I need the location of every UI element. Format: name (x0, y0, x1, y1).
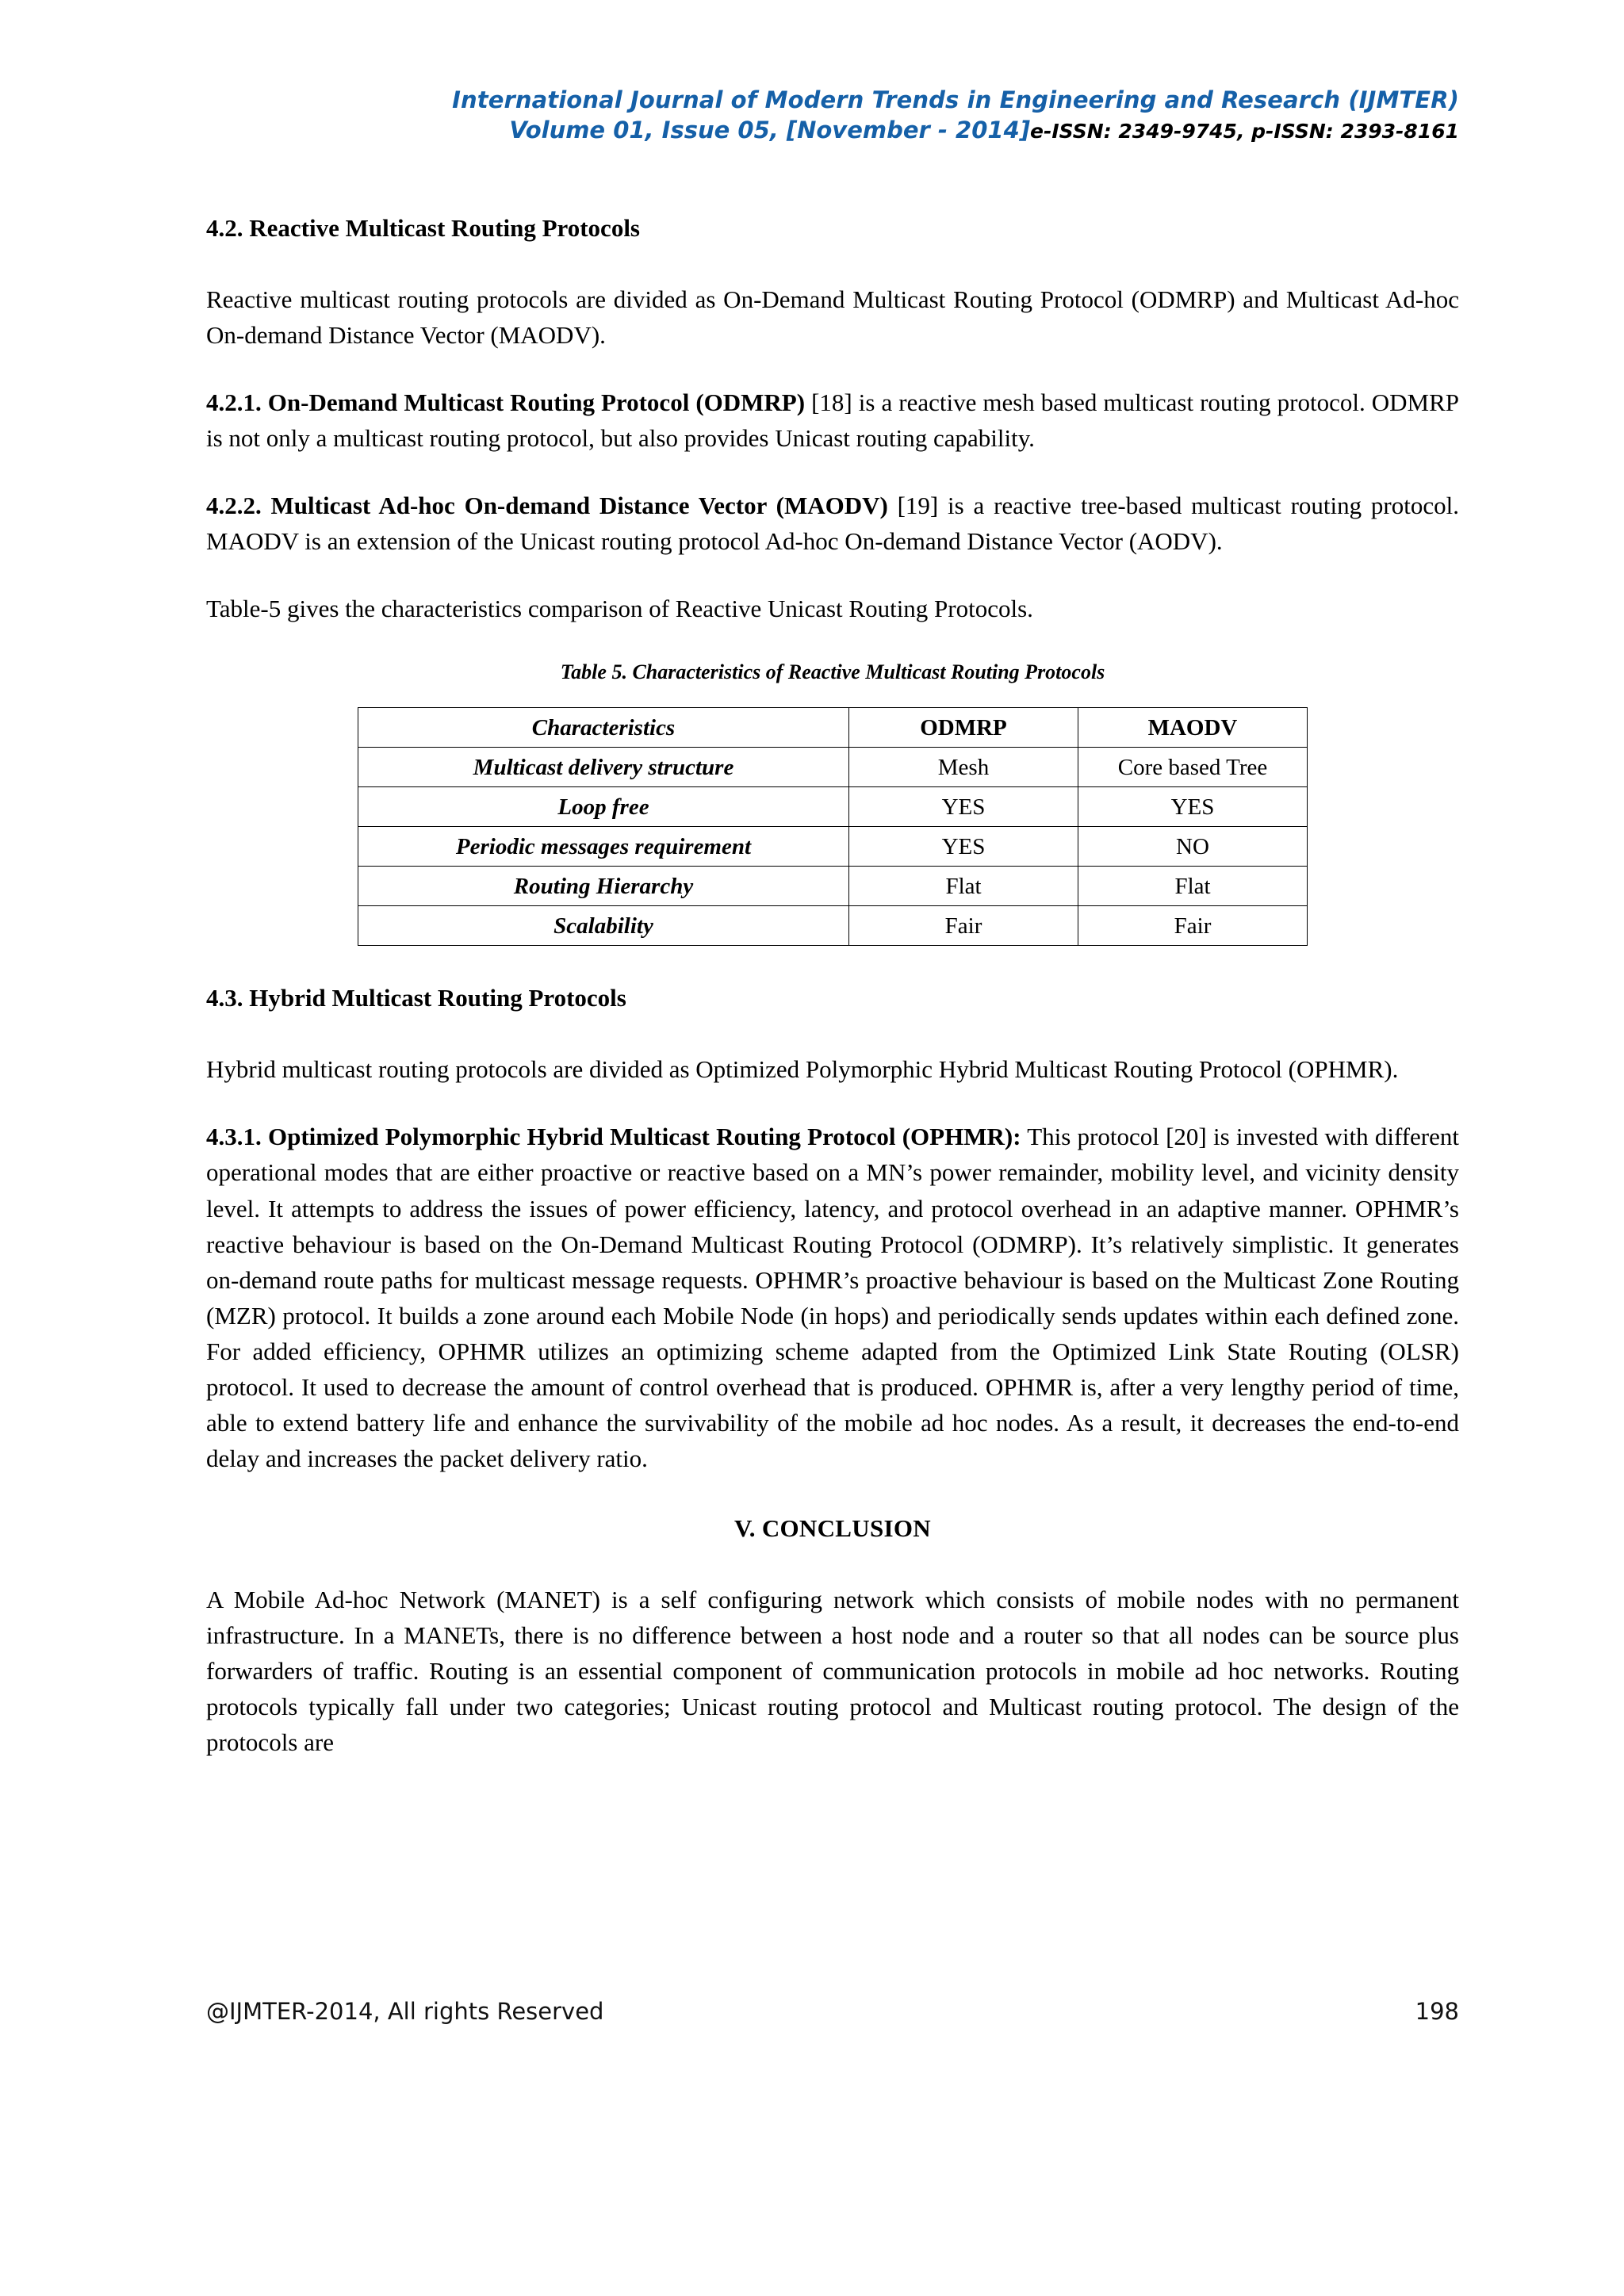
header-journal-line (206, 86, 1459, 116)
table-cell-odmrp: YES (849, 787, 1078, 827)
table-cell-maodv: NO (1078, 827, 1308, 867)
table-cell-odmrp: Fair (849, 906, 1078, 946)
table-cell-odmrp: Mesh (849, 748, 1078, 787)
table-header-characteristics: Characteristics (358, 708, 849, 748)
spacer (206, 1087, 1459, 1119)
footer-page-number: 198 (1415, 1998, 1459, 2025)
table-row (358, 906, 1308, 946)
spacer (206, 946, 1459, 982)
spacer (206, 627, 1459, 659)
spacer (206, 1545, 1459, 1582)
table-header-odmrp: ODMRP (849, 708, 1078, 748)
footer-copyright: @IJMTER-2014, All rights Reserved (206, 1998, 604, 2025)
spacer (206, 456, 1459, 488)
table-cell-characteristic: Multicast delivery structure (358, 748, 849, 787)
table-cell-maodv: YES (1078, 787, 1308, 827)
header-volume-issue: Volume 01, Issue 05, [November - 2014] (509, 116, 1031, 144)
lead-in-4-2-1: 4.2.1. On-Demand Multicast Routing Protocol (ODMRP) (206, 388, 806, 417)
table-body (358, 708, 1308, 946)
body-4-2-2: [19] is a reactive tree-based multicast routing protocol. MAODV is an extension of the Unicast routing protocol Ad-hoc On-demand Distance Vector (AODV). (206, 492, 1459, 556)
table-cell-odmrp: YES (849, 827, 1078, 867)
heading-4-2: 4.2. Reactive Multicast Routing Protocols (206, 214, 640, 242)
lead-in-4-2-2: 4.2.2. Multicast Ad-hoc On-demand Distance Vector (MAODV) (206, 492, 888, 520)
table-cell-odmrp: Flat (849, 867, 1078, 906)
paragraph-conclusion: A Mobile Ad-hoc Network (MANET) is a self configuring network which consists of mobile nodes with no permanent infrastructure. In a MANETs, there is no difference between a host node and a router so that all nodes can be source plus forwarders of traffic. Routing is an essential component of communication protocols in mobile ad hoc networks. Routing protocols typically fall under two categories; Unicast routing protocol and Multicast routing protocol. The design of the protocols are (206, 1585, 1459, 1756)
spacer (206, 353, 1459, 385)
document-body (206, 212, 1459, 1760)
table-row (358, 787, 1308, 827)
paragraph-4-2-2 (206, 488, 1459, 559)
spacer (206, 685, 1459, 707)
body-4-3-1: This protocol [20] is invested with different operational modes that are either proactive or reactive based on a MN’s power remainder, mobility level, and vicinity density level. It attempts to address the issues of power efficiency, latency, and protocol overhead in an adaptive manner. OPHMR’s reactive behaviour is based on the On-Demand Multicast Routing Protocol (ODMRP). It’s relatively simplistic. It generates on-demand route paths for multicast message requests. OPHMR’s proactive behaviour is based on the Multicast Zone Routing (MZR) protocol. It builds a zone around each Mobile Node (in hops) and periodically sends updates within each defined zone. For added efficiency, OPHMR utilizes an optimizing scheme adapted from the Optimized Link State Routing (OLSR) protocol. It used to decrease the amount of control overhead that is produced. OPHMR is, after a very lengthy period of time, able to extend battery life and enhance the survivability of the mobile ad hoc nodes. As a result, it decreases the end-to-end delay and increases the packet delivery ratio. (206, 1123, 1459, 1473)
table-header-row (358, 708, 1308, 748)
characteristics-table (358, 707, 1308, 946)
table-cell-maodv: Flat (1078, 867, 1308, 906)
running-footer (206, 1998, 1459, 2025)
paragraph-4-2: Reactive multicast routing protocols are divided as On-Demand Multicast Routing Protocol (ODMRP) and Multicast Ad-hoc On-demand Distance Vector (MAODV). (206, 285, 1459, 349)
body-4-2-1: [18] is a reactive mesh based multicast routing protocol. ODMRP is not only a multicast routing protocol, but also provides Unicast routing capability. (206, 388, 1459, 453)
table-cell-characteristic: Routing Hierarchy (358, 867, 849, 906)
spacer (206, 1015, 1459, 1051)
paragraph-4-2-1 (206, 385, 1459, 456)
header-issn: e-ISSN: 2349-9745, p-ISSN: 2393-8161 (1030, 119, 1459, 143)
table-row (358, 827, 1308, 867)
paragraph-table-intro: Table-5 gives the characteristics comparison of Reactive Unicast Routing Protocols. (206, 595, 1033, 623)
running-header (206, 86, 1459, 145)
table-row (358, 867, 1308, 906)
table-cell-characteristic: Periodic messages requirement (358, 827, 849, 867)
spacer (206, 245, 1459, 281)
heading-4-3: 4.3. Hybrid Multicast Routing Protocols (206, 984, 626, 1012)
table-cell-characteristic: Loop free (358, 787, 849, 827)
lead-in-4-3-1: 4.3.1. Optimized Polymorphic Hybrid Multicast Routing Protocol (OPHMR): (206, 1123, 1021, 1151)
table-caption: Table 5. Characteristics of Reactive Multicast Routing Protocols (560, 660, 1105, 683)
paragraph-4-3: Hybrid multicast routing protocols are divided as Optimized Polymorphic Hybrid Multicast Routing Protocol (OPHMR). (206, 1055, 1399, 1084)
paragraph-4-3-1 (206, 1119, 1459, 1476)
table-header-maodv: MAODV (1078, 708, 1308, 748)
heading-conclusion: V. CONCLUSION (734, 1514, 931, 1543)
spacer (206, 559, 1459, 591)
spacer (206, 1476, 1459, 1513)
table-cell-maodv: Fair (1078, 906, 1308, 946)
header-journal-title: International Journal of Modern Trends in Engineering and Research (IJMTER) (452, 86, 1459, 113)
table-cell-characteristic: Scalability (358, 906, 849, 946)
table-row (358, 748, 1308, 787)
header-volume-line (206, 116, 1459, 146)
table-cell-maodv: Core based Tree (1078, 748, 1308, 787)
